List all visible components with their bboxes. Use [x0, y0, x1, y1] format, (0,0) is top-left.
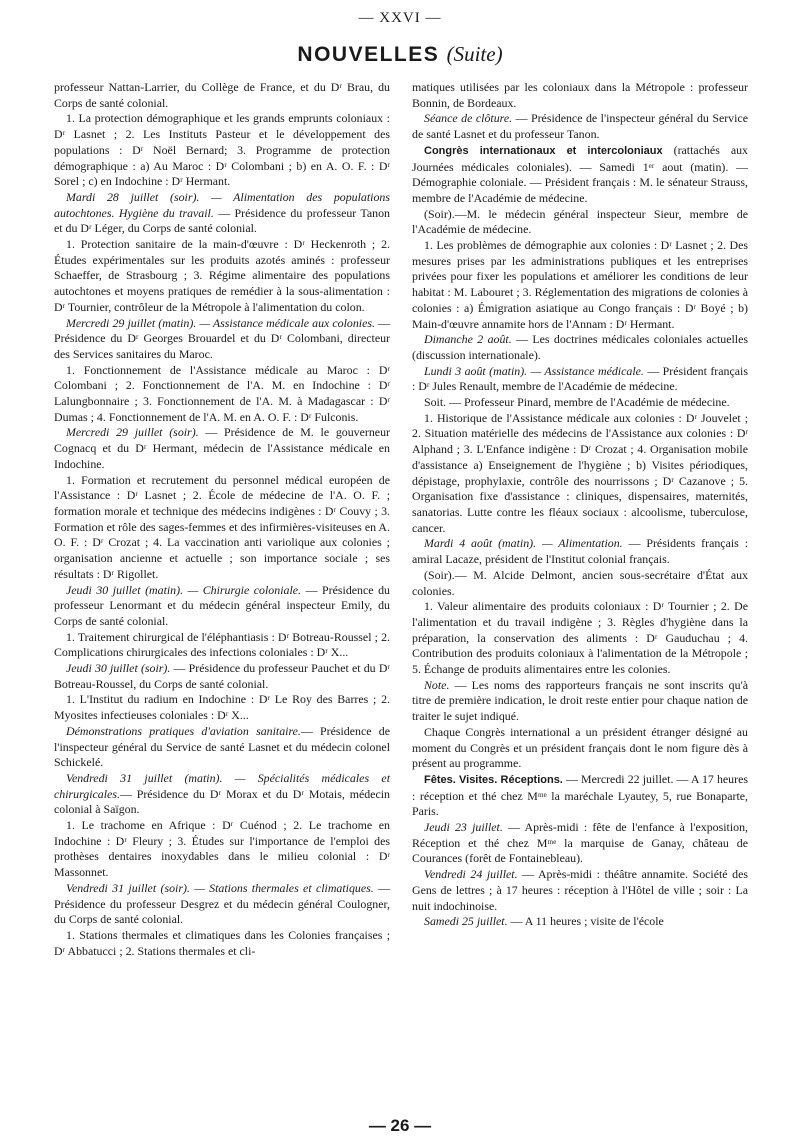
paragraph	[412, 207, 748, 238]
paragraph-text: 1. Stations thermales et climatiques dans les Colonies françaises ; Dʳ Abbatucci ; 2. Stations thermales et cli-	[54, 927, 390, 958]
paragraph	[54, 473, 390, 583]
paragraph	[412, 143, 748, 207]
paragraph	[54, 692, 390, 723]
paragraph-text: (Soir).— M. Alcide Delmont, ancien sous-secrétaire d'État aux colonies.	[412, 567, 748, 598]
paragraph	[54, 583, 390, 630]
session-lead: Note.	[424, 677, 450, 692]
paragraph-text: 1. L'Institut du radium en Indochine : Dʳ Le Roy des Barres ; 2. Myosites infectieuses coloniales : Dʳ X...	[54, 692, 390, 723]
paragraph-text: — Après-midi : théâtre annamite. Société des Gens de lettres ; à 17 heures : réception à l'Hôtel de ville ; soir : La nuit indochinoise.	[412, 867, 748, 913]
paragraph	[54, 661, 390, 692]
session-lead: Jeudi 23 juillet.	[424, 820, 503, 835]
paragraph	[412, 536, 748, 567]
paragraph-text: — A 11 heures ; visite de l'école	[507, 914, 664, 929]
paragraph-text: — Les doctrines médicales coloniales actuelles (discussion internationale).	[412, 332, 748, 362]
session-lead: Vendredi 24 juillet.	[424, 867, 518, 882]
left-column	[54, 80, 390, 959]
session-lead: Démonstrations pratiques d'aviation sanitaire.	[66, 723, 301, 738]
paragraph-text: Chaque Congrès international a un président étranger désigné au moment du Congrès et un président français dont le nom figure dès à présent au programme.	[412, 724, 748, 771]
paragraph-text: — Présidents français : amiral Lacaze, président de l'Institut colonial français.	[412, 536, 748, 567]
paragraph-text: — Présidence de l'inspecteur général du Service de santé Lasnet et du médecin colonel Schickelé.	[54, 723, 390, 770]
session-lead: Jeudi 30 juillet (soir).	[66, 661, 171, 676]
session-lead: Mardi 4 août (matin). — Alimentation.	[424, 536, 623, 551]
paragraph-text: 1. La protection démographique et les grands emprunts coloniaux : Dʳ Lasnet ; 2. Les Instituts Pasteur et le développement des populations : Dʳ Noël Bernard; 3. Programme de protection démographique : a) Au Maroc : Dʳ Colombani ; b) en A. O. F. : Dʳ Sorel ; c) en Indochine : Dʳ Hermant.	[54, 111, 390, 189]
title-text: NOUVELLES	[297, 43, 440, 66]
session-lead: Jeudi 30 juillet (matin). — Chirurgie coloniale.	[66, 582, 302, 597]
paragraph	[54, 111, 390, 190]
paragraph-text: — Les noms des rapporteurs français ne sont inscrits qu'à titre de première indication, le droit reste entier pour chaque nation de traiter le sujet indiqué.	[412, 677, 748, 724]
paragraph-text: 1. Les problèmes de démographie aux colonies : Dʳ Lasnet ; 2. Des mesures prises par les administrations publiques et les entreprises privées pour fixer les populations et améliorer les conditions de leur habitat : M. Labouret ; 3. Réglementation des migrations de colonies à colonies : a) Émigration asiatique au Congo français : Dʳ Boyé ; b) Main-d'œuvre annamite hors de l'Annam : Dʳ Hermant.	[412, 238, 748, 331]
paragraph	[54, 190, 390, 237]
paragraph-text: Soit. — Professeur Pinard, membre de l'Académie de médecine.	[424, 395, 730, 410]
paragraph-text: — Présidence du professeur Lenormant et du médecin général inspecteur Emily, du Corps de santé colonial.	[54, 582, 390, 628]
session-lead: Mardi 28 juillet (soir). — Alimentation des populations autochtones. Hygiène du travail.	[54, 189, 390, 220]
page-number: — 26 —	[368, 1116, 432, 1135]
paragraph-text: — Présidence de M. le gouverneur Cognacq et du Dʳ Hermant, médecin de l'Assistance médicale en Indochine.	[54, 425, 390, 471]
paragraph-text: 1. Traitement chirurgical de l'éléphantiasis : Dʳ Botreau-Roussel ; 2. Complications chirurgicales des infections coloniales : Dʳ X...	[54, 629, 390, 660]
paragraph	[54, 724, 390, 771]
paragraph-text: 1. Fonctionnement de l'Assistance médicale au Maroc : Dʳ Colombani ; 2. Fonctionnement de l'A. M. en Indochine : Dʳ Lalungbonnaire ; 3. Fonctionnement de l'A. M. à Madagascar : Dʳ Dumas ; 4. Fonctionnement de l'A. M. en A. O. F. : Dʳ Fulconis.	[54, 362, 390, 424]
paragraph	[54, 630, 390, 661]
paragraph	[54, 881, 390, 928]
session-lead: Dimanche 2 août.	[424, 332, 512, 347]
paragraph-text: 1. Protection sanitaire de la main-d'œuvre : Dʳ Heckenroth ; 2. Études expérimentales sur les produits azotés aminés : professeur Schaeffer, de Strasbourg ; 3. Régime alimentaire des populations autochtones et moyens pratiques de remédier à la sous-alimentation : Dʳ Tournier, contrôleur de la Métropole à l'alimentation du colon.	[54, 237, 390, 314]
paragraph-text: — Présidence du professeur Desgrez et du médecin général Coulogner, du Corps de santé colonial.	[54, 880, 390, 927]
session-lead: Samedi 25 juillet.	[424, 914, 508, 929]
session-lead: Vendredi 31 juillet (soir). — Stations thermales et climatiques.	[66, 880, 374, 895]
paragraph	[412, 332, 748, 363]
right-column	[412, 80, 748, 930]
paragraph	[412, 867, 748, 914]
session-lead: Mercredi 29 juillet (matin). — Assistance médicale aux colonies.	[66, 315, 375, 330]
paragraph	[54, 363, 390, 426]
paragraph	[54, 818, 390, 881]
paragraph-text: 1. Le trachome en Afrique : Dʳ Cuénod ; 2. Le trachome en Indochine : Dʳ Fleury ; 3. Études sur l'importance de l'emploi des prothèses dentaires inoxydables dans le milieu colonial : Dʳ Massonnet.	[54, 818, 390, 880]
paragraph-text: professeur Nattan-Larrier, du Collège de France, et du Dʳ Brau, du Corps de santé colonial.	[54, 80, 390, 110]
title-suffix: (Suite)	[446, 42, 503, 66]
session-lead: Lundi 3 août (matin). — Assistance médicale.	[424, 363, 644, 378]
paragraph	[412, 111, 748, 142]
paragraph-text: — Présidence du Dʳ Georges Brouardel et du Dʳ Colombani, directeur des Services sanitaires du Maroc.	[54, 315, 390, 361]
paragraph-text: — Présidence du Dʳ Morax et du Dʳ Motais, médecin colonial à Saïgon.	[54, 786, 390, 817]
paragraph-text: — Présidence de l'inspecteur général du Service de santé Lasnet et du professeur Tanon.	[412, 111, 748, 142]
paragraph	[54, 425, 390, 472]
paragraph	[54, 80, 390, 111]
paragraph-text: — Présidence du professeur Pauchet et du Dʳ Botreau-Roussel, du Corps de santé colonial.	[54, 661, 390, 691]
session-lead: Séance de clôture.	[424, 111, 513, 126]
paragraph	[412, 395, 748, 411]
paragraph-text: matiques utilisées par les coloniaux dans la Métropole : professeur Bonnin, de Bordeaux.	[412, 80, 748, 110]
paragraph-text: — Présidence du professeur Tanon et du Dʳ Léger, du Corps de santé colonial.	[54, 205, 390, 236]
paragraph-text: 1. Formation et recrutement du personnel médical européen de l'Assistance : Dʳ Lasnet ; 2. École de médecine de l'A. O. F. ; formation morale et technique des médecins indigènes : Dʳ Couvy ; 3. Formation et rôle des sages-femmes et des infirmières-visiteuses en A. O. F. : Dʳ Crozat ; 4. La vaccination anti variolique aux colonies ; organisation ancienne et actuelle ; son importance sociale ; ses résultats : Dʳ Rigollet.	[54, 472, 390, 581]
paragraph-text: 1. Valeur alimentaire des produits coloniaux : Dʳ Tournier ; 2. De l'alimentation et du travail indigène ; 3. Règles d'hygiène dans la préparation, la conservation des aliments : Dʳ Gauduchau ; 4. Contribution des produits coloniaux à l'alimentation de la Métropole ; 5. Échange de produits alimentaires entre les colonies.	[412, 599, 748, 677]
paragraph	[54, 237, 390, 316]
paragraph	[54, 316, 390, 363]
paragraph-text: — Mercredi 22 juillet. — A 17 heures : réception et thé chez Mᵐᵉ la maréchale Lyautey, 5, rue Bonaparte, Paris.	[412, 771, 748, 819]
paragraph	[412, 820, 748, 867]
paragraph-text: (Soir).—M. le médecin général inspecteur Sieur, membre de l'Académie de médecine.	[412, 206, 748, 237]
paragraph	[412, 678, 748, 725]
section-heading: Fêtes. Visites. Réceptions.	[424, 773, 563, 786]
paragraph-text: — Après-midi : fête de l'enfance à l'exposition, Réception et thé chez Mᵐᵉ la marquise de Ganay, château de Courances (forêt de Fontainebleau).	[412, 820, 748, 866]
paragraph	[412, 725, 748, 772]
paragraph	[54, 771, 390, 818]
roman-page-number: — XXVI —	[358, 10, 442, 26]
paragraph	[412, 772, 748, 820]
paragraph-text: 1. Historique de l'Assistance médicale aux colonies : Dʳ Jouvelet ; 2. Situation matérielle des médecins de l'Assistance aux colonies : Dʳ Alphand ; 3. L'Enfance indigène : Dʳ Crozat ; 4. Organisation mobile d'assistance a) Enseignement de l'hygiène ; b) Visites périodiques, dépistage, prophylaxie, contrôle des nourrissons ; Dʳ Cazanove ; 5. Organisation fixe d'assistance : cliniques, dispensaires, maternités, sanatorias. Lutte contre les fléaux sociaux : alcoolisme, tuberculose, cancer.	[412, 410, 748, 535]
paragraph	[412, 364, 748, 395]
paragraph	[412, 80, 748, 111]
paragraph	[412, 568, 748, 599]
section-heading: Congrès internationaux et intercoloniaux	[424, 144, 663, 157]
page-title	[0, 42, 800, 67]
session-lead: Vendredi 31 juillet (matin). — Spécialités médicales et chirurgicales.	[54, 770, 390, 801]
paragraph	[412, 599, 748, 678]
paragraph-text: (rattachés aux Journées médicales coloniales). — Samedi 1ᵉʳ aout (matin). — Démographie coloniale. — Président français : M. le sénateur Strauss, membre de l'Académie de médecine.	[412, 142, 748, 205]
paragraph	[412, 238, 748, 332]
session-lead: Mercredi 29 juillet (soir).	[66, 425, 199, 440]
paragraph	[412, 411, 748, 537]
paragraph-text: — Président français : Dʳ Jules Renault, membre de l'Académie de médecine.	[412, 363, 748, 394]
paragraph	[412, 914, 748, 930]
paragraph	[54, 928, 390, 959]
